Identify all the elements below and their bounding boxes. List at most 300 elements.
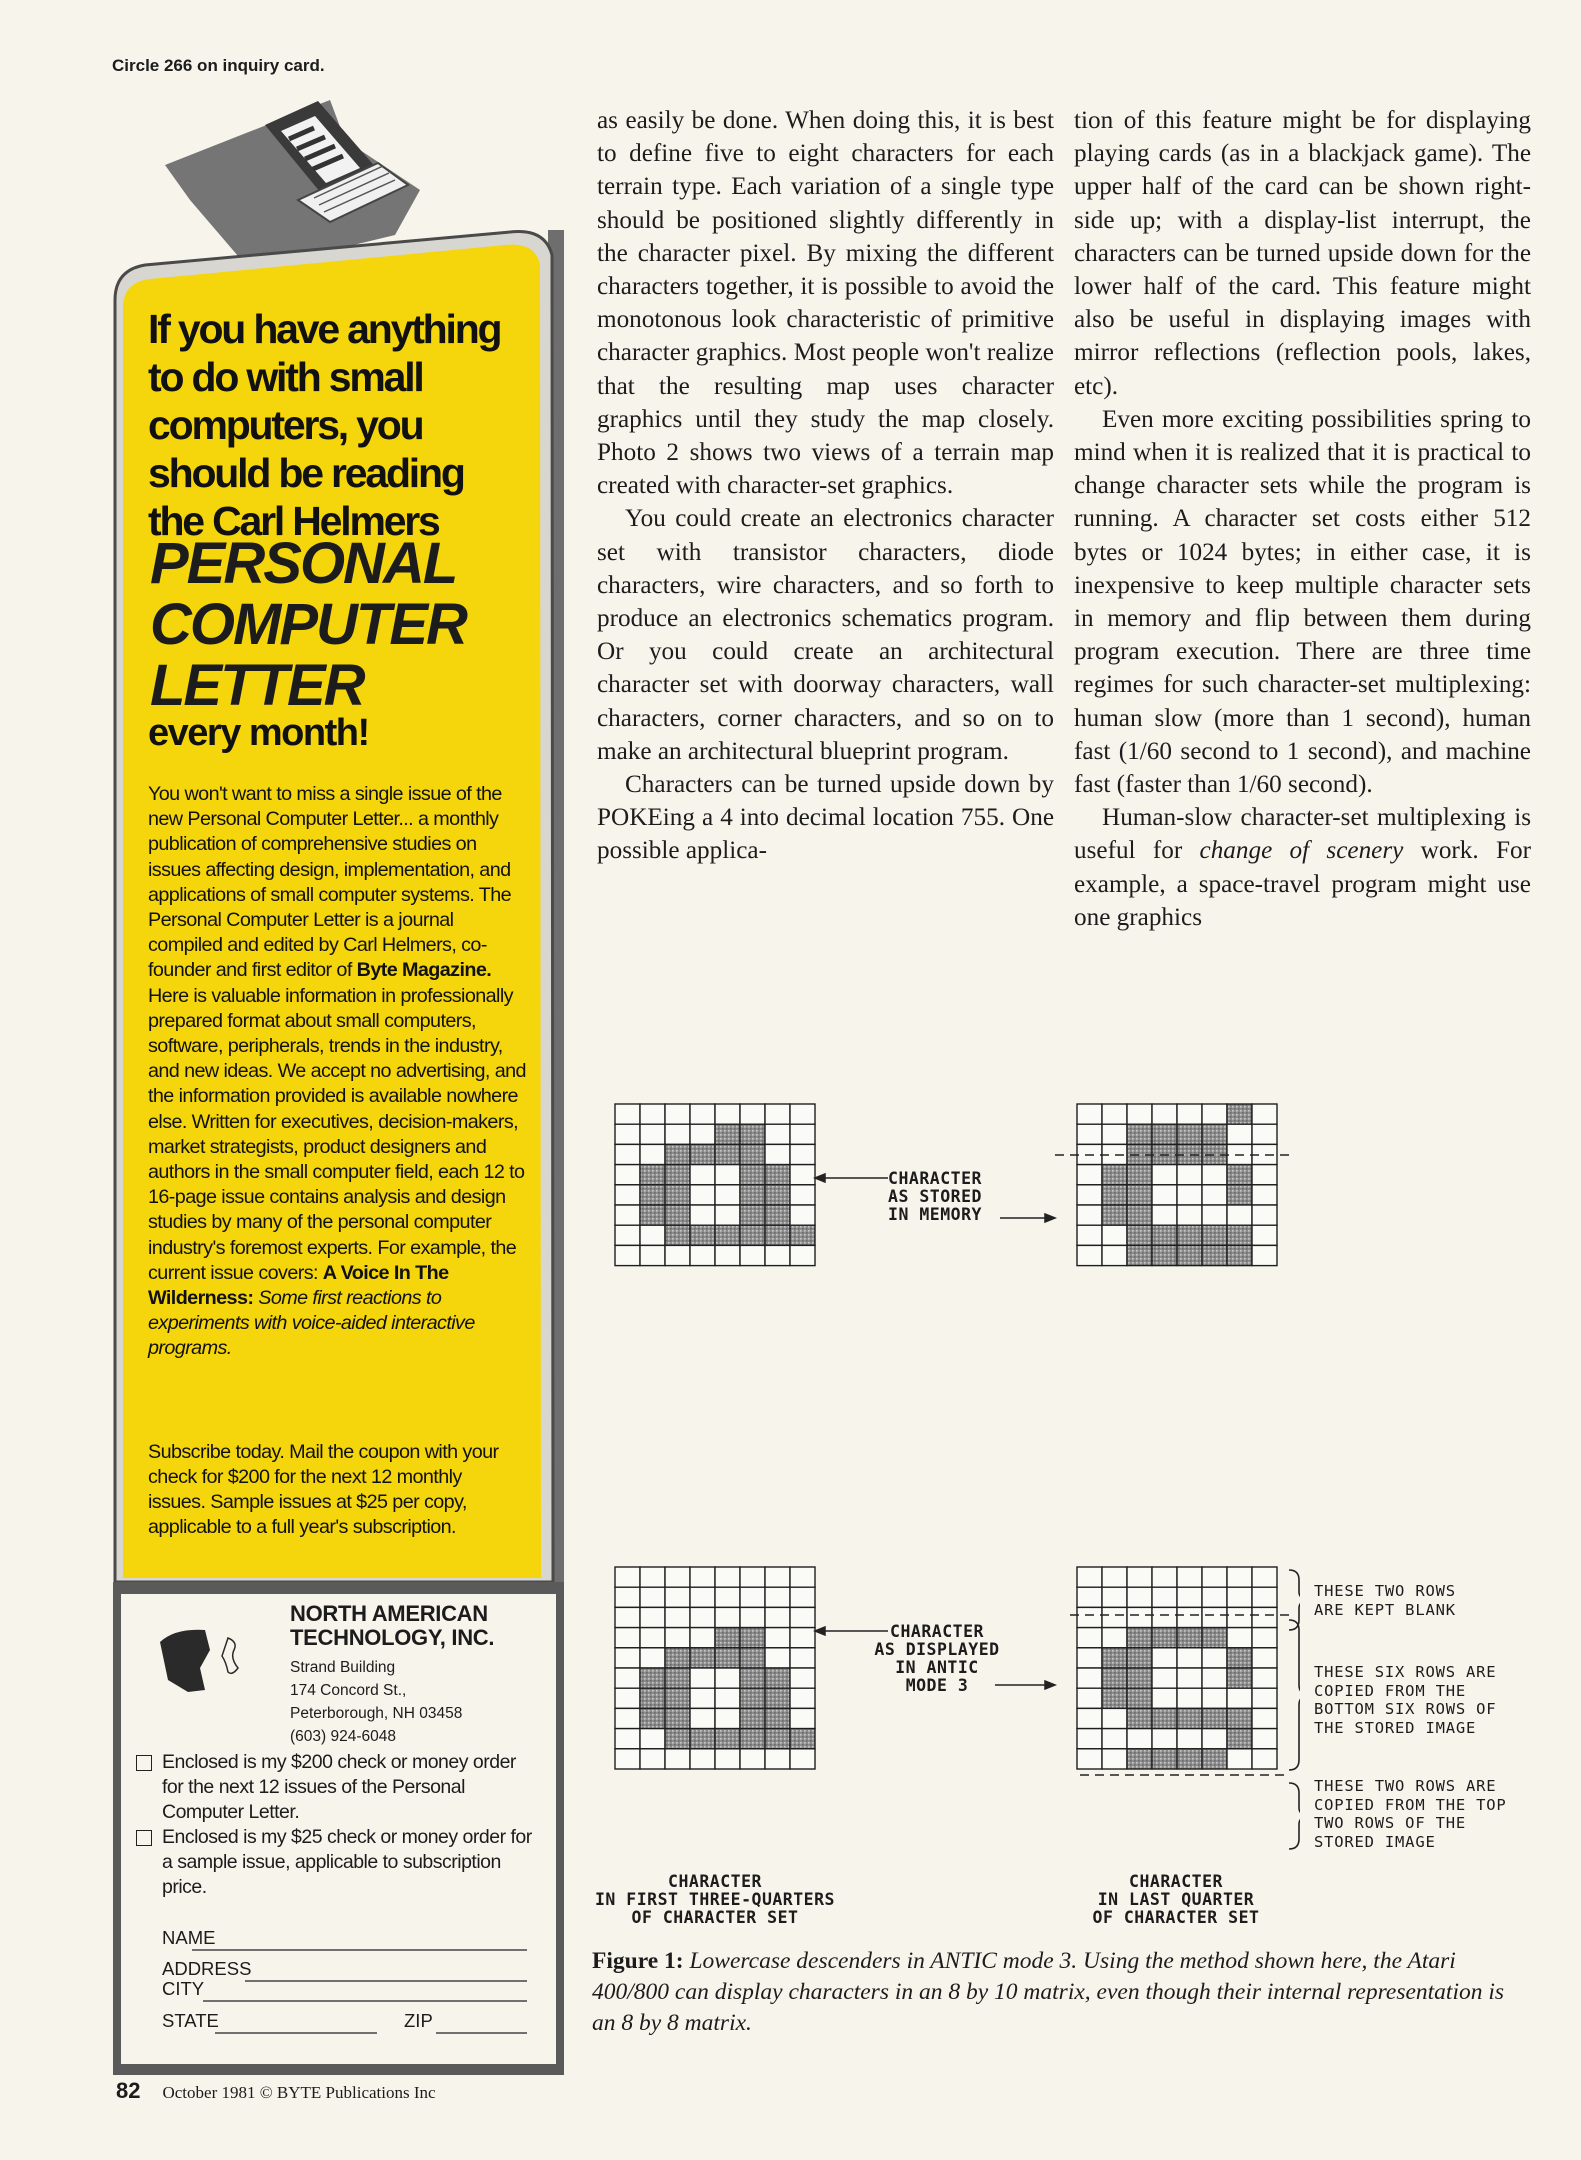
issue-line: October 1981 © BYTE Publications Inc [162,2083,436,2102]
empty-pixel [690,1749,715,1769]
empty-pixel [1077,1688,1102,1708]
empty-pixel [1202,1688,1227,1708]
empty-pixel [1227,1124,1252,1144]
empty-pixel [765,1628,790,1648]
filled-pixel [665,1729,690,1749]
empty-pixel [1252,1225,1277,1245]
filled-pixel [765,1225,790,1245]
empty-pixel [715,1104,740,1124]
empty-pixel [1152,1729,1177,1749]
empty-pixel [715,1668,740,1688]
empty-pixel [1227,1587,1252,1607]
empty-pixel [1252,1749,1277,1769]
empty-pixel [790,1567,815,1587]
filled-pixel [765,1205,790,1225]
filled-pixel [665,1668,690,1688]
empty-pixel [1252,1185,1277,1205]
label-stored: CHARACTER AS STORED IN MEMORY [888,1169,982,1224]
empty-pixel [790,1144,815,1164]
filled-pixel [1227,1708,1252,1728]
filled-pixel [1127,1708,1152,1728]
filled-pixel [715,1225,740,1245]
empty-pixel [1152,1104,1177,1124]
every-month-tagline: every month! [148,712,369,754]
empty-pixel [1177,1648,1202,1668]
empty-pixel [1202,1165,1227,1185]
stored-character-a-grid [615,1104,815,1266]
empty-pixel [1152,1165,1177,1185]
filled-pixel [665,1225,690,1245]
empty-pixel [1177,1668,1202,1688]
empty-pixel [1227,1567,1252,1587]
empty-pixel [1102,1628,1127,1648]
empty-pixel [640,1587,665,1607]
empty-pixel [1102,1245,1127,1265]
empty-pixel [1102,1124,1127,1144]
empty-pixel [1252,1567,1277,1587]
filled-pixel [1177,1749,1202,1769]
empty-pixel [615,1165,640,1185]
empty-pixel [1202,1567,1227,1587]
empty-pixel [1202,1668,1227,1688]
filled-pixel [690,1729,715,1749]
filled-pixel [1127,1668,1152,1688]
ad-body-copy: You won't want to miss a single issue of the new Personal Computer Letter... a monthly publication of comprehensive studies on issues affecting design, implementation, and applications of small computer systems. The Personal Computer Letter is a journal compiled and edited by Carl Helmers, co-founder and first editor of Byte Magazine. Here is valuable information in professionally prepared format about small computers, software, peripherals, trends in the industry, and new ideas. We accept no advertising, and the information provided is available nowhere else. Written for executives, decision-makers, market strategists, product designers and authors in the small computer field, each 12 to 16-page issue contains analysis and design studies by many of the personal computer industry's foremost experts. For example, the current issue covers: A Voice In The Wilderness: Some first reactions to experiments with voice-aided interactive programs. [148,783,526,1360]
empty-pixel [1252,1688,1277,1708]
filled-pixel [1177,1628,1202,1648]
empty-pixel [1102,1708,1127,1728]
empty-pixel [1077,1185,1102,1205]
filled-pixel [740,1144,765,1164]
empty-pixel [1177,1587,1202,1607]
empty-pixel [690,1708,715,1728]
empty-pixel [690,1124,715,1144]
empty-pixel [615,1205,640,1225]
filled-pixel [1177,1708,1202,1728]
filled-pixel [1127,1165,1152,1185]
displayed-character-a-grid [615,1567,815,1769]
filled-pixel [765,1165,790,1185]
filled-pixel [1152,1245,1177,1265]
empty-pixel [615,1648,640,1668]
empty-pixel [615,1729,640,1749]
empty-pixel [765,1104,790,1124]
empty-pixel [1177,1205,1202,1225]
empty-pixel [1252,1245,1277,1265]
filled-pixel [640,1205,665,1225]
empty-pixel [1252,1104,1277,1124]
empty-pixel [1077,1648,1102,1668]
filled-pixel [1127,1628,1152,1648]
empty-pixel [615,1144,640,1164]
empty-pixel [1077,1124,1102,1144]
empty-pixel [640,1124,665,1144]
empty-pixel [790,1185,815,1205]
annual-checkbox[interactable] [136,1755,152,1771]
note-two-rows: THESE TWO ROWS ARE COPIED FROM THE TOP TWO ROWS OF THE STORED IMAGE [1314,1777,1507,1851]
empty-pixel [690,1628,715,1648]
filled-pixel [1152,1708,1177,1728]
note-blank-rows: THESE TWO ROWS ARE KEPT BLANK [1314,1582,1456,1619]
newsletter-name-line-1: PERSONAL [150,531,457,596]
page-footer [116,2078,436,2104]
sample-checkbox[interactable] [136,1830,152,1846]
empty-pixel [640,1648,665,1668]
empty-pixel [1152,1587,1177,1607]
empty-pixel [765,1648,790,1668]
empty-pixel [665,1567,690,1587]
empty-pixel [690,1587,715,1607]
filled-pixel [765,1668,790,1688]
filled-pixel [765,1729,790,1749]
empty-pixel [1127,1729,1152,1749]
empty-pixel [640,1245,665,1265]
empty-pixel [1152,1648,1177,1668]
empty-pixel [665,1587,690,1607]
empty-pixel [715,1205,740,1225]
filled-pixel [765,1185,790,1205]
filled-pixel [640,1668,665,1688]
empty-pixel [1152,1668,1177,1688]
filled-pixel [1177,1124,1202,1144]
empty-pixel [715,1567,740,1587]
option-sample: Enclosed is my $25 check or money order for a sample issue, applicable to subscription price. [162,1825,532,1900]
empty-pixel [1152,1567,1177,1587]
address-field[interactable]: ADDRESS [162,1958,252,1979]
filled-pixel [1177,1245,1202,1265]
filled-pixel [1202,1225,1227,1245]
empty-pixel [640,1749,665,1769]
state-field[interactable]: STATE [162,2010,219,2031]
empty-pixel [615,1668,640,1688]
filled-pixel [665,1185,690,1205]
filled-pixel [1127,1185,1152,1205]
filled-pixel [690,1648,715,1668]
empty-pixel [1077,1607,1102,1627]
stored-character-g-grid [1077,1104,1277,1266]
filled-pixel [1202,1245,1227,1265]
empty-pixel [1252,1708,1277,1728]
empty-pixel [1077,1567,1102,1587]
empty-pixel [1077,1245,1102,1265]
label-first-three-quarters: CHARACTER IN FIRST THREE-QUARTERS OF CHARACTER SET [595,1872,835,1927]
filled-pixel [1127,1749,1152,1769]
filled-pixel [665,1205,690,1225]
empty-pixel [1077,1708,1102,1728]
empty-pixel [615,1245,640,1265]
filled-pixel [1227,1729,1252,1749]
filled-pixel [740,1628,765,1648]
filled-pixel [1227,1668,1252,1688]
empty-pixel [715,1165,740,1185]
empty-pixel [1152,1185,1177,1205]
empty-pixel [790,1205,815,1225]
empty-pixel [615,1124,640,1144]
empty-pixel [740,1587,765,1607]
newsletter-name-line-3: LETTER [150,653,364,718]
empty-pixel [790,1628,815,1648]
empty-pixel [640,1144,665,1164]
empty-pixel [1227,1628,1252,1648]
empty-pixel [740,1749,765,1769]
empty-pixel [715,1587,740,1607]
filled-pixel [665,1144,690,1164]
empty-pixel [1227,1749,1252,1769]
empty-pixel [1227,1607,1252,1627]
empty-pixel [615,1185,640,1205]
empty-pixel [690,1668,715,1688]
filled-pixel [665,1708,690,1728]
name-field[interactable]: NAME [162,1927,216,1948]
company-address: Strand Building 174 Concord St., Peterborough, NH 03458 (603) 924-6048 [290,1659,463,1745]
empty-pixel [1102,1607,1127,1627]
empty-pixel [1227,1688,1252,1708]
empty-pixel [1102,1749,1127,1769]
empty-pixel [615,1708,640,1728]
empty-pixel [665,1124,690,1144]
article-column-2: tion of this feature might be for displaying playing cards (as in a blackjack game). The upper half of the card can be shown right-side up; with a display-list interrupt, the characters can be turned upside down for the lower half of the card. This feature might also be useful in displaying images with mirror reflections (reflection pools, lakes, etc). Even more exciting possibilities spring to mind when it is realized that it is practical to change character sets while the program is running. A character set costs either 512 bytes or 1024 bytes; in either case, it is inexpensive to keep multiple character sets in memory and flip between them during program execution. There are three time regimes for such character-set multiplexing: human slow (more than 1 second), human fast (1/60 second to 1 second), and machine fast (faster than 1/60 second). Human-slow character-set multiplexing is useful for change of scenery work. For example, a space-travel program might use one graphics [1074,107,1531,931]
empty-pixel [790,1607,815,1627]
filled-pixel [1202,1708,1227,1728]
empty-pixel [665,1607,690,1627]
empty-pixel [790,1708,815,1728]
city-field[interactable]: CITY [162,1978,205,1999]
empty-pixel [1252,1729,1277,1749]
empty-pixel [1077,1225,1102,1245]
empty-pixel [665,1245,690,1265]
filled-pixel [715,1628,740,1648]
empty-pixel [1127,1607,1152,1627]
empty-pixel [790,1648,815,1668]
filled-pixel [1102,1668,1127,1688]
empty-pixel [1252,1165,1277,1185]
filled-pixel [1152,1749,1177,1769]
empty-pixel [615,1587,640,1607]
empty-pixel [690,1165,715,1185]
empty-pixel [640,1225,665,1245]
filled-pixel [1152,1124,1177,1144]
empty-pixel [1202,1648,1227,1668]
empty-pixel [1077,1729,1102,1749]
empty-pixel [615,1607,640,1627]
filled-pixel [665,1688,690,1708]
empty-pixel [615,1567,640,1587]
option-annual: Enclosed is my $200 check or money order for the next 12 issues of the Personal Computer Letter. [162,1750,532,1825]
filled-pixel [1227,1104,1252,1124]
filled-pixel [1227,1165,1252,1185]
empty-pixel [1127,1567,1152,1587]
empty-pixel [715,1749,740,1769]
row-brackets [1289,1570,1300,1849]
empty-pixel [690,1185,715,1205]
empty-pixel [790,1668,815,1688]
empty-pixel [765,1587,790,1607]
filled-pixel [1202,1749,1227,1769]
empty-pixel [1102,1587,1127,1607]
filled-pixel [740,1708,765,1728]
filled-pixel [740,1688,765,1708]
coupon-border-top [113,1582,564,1594]
filled-pixel [1227,1648,1252,1668]
empty-pixel [615,1225,640,1245]
filled-pixel [715,1124,740,1144]
filled-pixel [1202,1628,1227,1648]
empty-pixel [1102,1225,1127,1245]
empty-pixel [765,1144,790,1164]
empty-pixel [1102,1104,1127,1124]
filled-pixel [740,1124,765,1144]
inquiry-note: Circle 266 on inquiry card. [112,56,325,75]
empty-pixel [665,1104,690,1124]
empty-pixel [1152,1205,1177,1225]
empty-pixel [1177,1185,1202,1205]
filled-pixel [690,1144,715,1164]
empty-pixel [690,1607,715,1627]
empty-pixel [765,1607,790,1627]
filled-pixel [1177,1225,1202,1245]
ad-subscribe-copy: Subscribe today. Mail the coupon with your check for $200 for the next 12 monthly issues. Sample issues at $25 per copy, applicable to a full year's subscription. [148,1441,499,1538]
filled-pixel [1227,1225,1252,1245]
zip-field[interactable]: ZIP [404,2010,433,2031]
empty-pixel [615,1628,640,1648]
empty-pixel [715,1708,740,1728]
empty-pixel [1202,1587,1227,1607]
empty-pixel [740,1245,765,1265]
empty-pixel [1077,1205,1102,1225]
empty-pixel [790,1749,815,1769]
filled-pixel [740,1205,765,1225]
empty-pixel [765,1245,790,1265]
filled-pixel [740,1668,765,1688]
empty-pixel [1077,1104,1102,1124]
empty-pixel [1077,1628,1102,1648]
empty-pixel [1077,1587,1102,1607]
filled-pixel [640,1165,665,1185]
empty-pixel [1177,1165,1202,1185]
empty-pixel [1077,1749,1102,1769]
filled-pixel [1127,1245,1152,1265]
filled-pixel [1127,1688,1152,1708]
empty-pixel [615,1749,640,1769]
empty-pixel [1102,1567,1127,1587]
filled-pixel [740,1165,765,1185]
empty-pixel [640,1628,665,1648]
empty-pixel [765,1567,790,1587]
filled-pixel [640,1708,665,1728]
ad-headline: If you have anything to do with small computers, you should be reading the Carl Helmers [148,306,501,544]
filled-pixel [1102,1165,1127,1185]
empty-pixel [665,1628,690,1648]
empty-pixel [1077,1165,1102,1185]
filled-pixel [1127,1124,1152,1144]
filled-pixel [715,1648,740,1668]
empty-pixel [790,1245,815,1265]
empty-pixel [765,1749,790,1769]
empty-pixel [665,1749,690,1769]
company-name: NORTH AMERICAN TECHNOLOGY, INC. [290,1601,495,1650]
filled-pixel [1202,1124,1227,1144]
empty-pixel [640,1104,665,1124]
empty-pixel [615,1688,640,1708]
filled-pixel [640,1688,665,1708]
filled-pixel [665,1165,690,1185]
newsletter-name-line-2: COMPUTER [150,592,466,657]
empty-pixel [740,1607,765,1627]
page-number: 82 [116,2078,141,2103]
displayed-character-g-grid [1077,1567,1277,1769]
empty-pixel [1177,1688,1202,1708]
empty-pixel [690,1104,715,1124]
filled-pixel [740,1185,765,1205]
empty-pixel [715,1185,740,1205]
article-column-1: as easily be done. When doing this, it is best to define five to eight characters for each terrain type. Each variation of a single type should be positioned slightly differently in the character pixel. By mixing the different characters together, it is possible to avoid the monotonous look characteristic of primitive character graphics. Most people won't realize that the resulting map uses character graphics until they study the map closely. Photo 2 shows two views of a terrain map created with character-set graphics. You could create an electronics character set with transistor characters, diode characters, wire characters, and so forth to produce an electronics schematics program. Or you could create an architectural character set with doorway characters, wall characters, corner characters, and so on to make an architectural blueprint program. Characters can be turned upside down by POKEing a 4 into decimal location 755. One possible applica- [597,107,1054,865]
empty-pixel [1177,1607,1202,1627]
label-last-quarter: CHARACTER IN LAST QUARTER OF CHARACTER SET [1092,1872,1260,1927]
figure-caption: Figure 1: Lowercase descenders in ANTIC mode 3. Using the method shown here, the Atari 400/800 can display characters in an 8 by 10 matrix, even though their internal representation is an 8 by 8 matrix. [592,1948,1505,2036]
empty-pixel [1202,1185,1227,1205]
empty-pixel [1227,1205,1252,1225]
empty-pixel [1252,1607,1277,1627]
empty-pixel [765,1124,790,1144]
filled-pixel [765,1708,790,1728]
empty-pixel [640,1729,665,1749]
filled-pixel [1127,1225,1152,1245]
empty-pixel [790,1688,815,1708]
empty-pixel [740,1567,765,1587]
empty-pixel [1152,1688,1177,1708]
label-displayed: CHARACTER AS DISPLAYED IN ANTIC MODE 3 [874,1622,1000,1695]
filled-pixel [1127,1648,1152,1668]
empty-pixel [1202,1607,1227,1627]
empty-pixel [790,1165,815,1185]
empty-pixel [715,1688,740,1708]
filled-pixel [740,1648,765,1668]
filled-pixel [1102,1185,1127,1205]
filled-pixel [690,1225,715,1245]
empty-pixel [1127,1104,1152,1124]
filled-pixel [790,1225,815,1245]
empty-pixel [790,1587,815,1607]
empty-pixel [690,1567,715,1587]
filled-pixel [1102,1205,1127,1225]
filled-pixel [790,1729,815,1749]
empty-pixel [1202,1104,1227,1124]
empty-pixel [1127,1587,1152,1607]
empty-pixel [1152,1607,1177,1627]
filled-pixel [765,1688,790,1708]
filled-pixel [1152,1225,1177,1245]
empty-pixel [640,1607,665,1627]
empty-pixel [1177,1104,1202,1124]
empty-pixel [1252,1668,1277,1688]
empty-pixel [640,1567,665,1587]
filled-pixel [640,1185,665,1205]
empty-pixel [740,1104,765,1124]
empty-pixel [1252,1628,1277,1648]
filled-pixel [665,1648,690,1668]
filled-pixel [1127,1205,1152,1225]
empty-pixel [615,1104,640,1124]
empty-pixel [715,1607,740,1627]
empty-pixel [715,1245,740,1265]
filled-pixel [1227,1245,1252,1265]
empty-pixel [690,1205,715,1225]
empty-pixel [1202,1205,1227,1225]
filled-pixel [1102,1648,1127,1668]
empty-pixel [1202,1729,1227,1749]
empty-pixel [1252,1205,1277,1225]
empty-pixel [1252,1648,1277,1668]
